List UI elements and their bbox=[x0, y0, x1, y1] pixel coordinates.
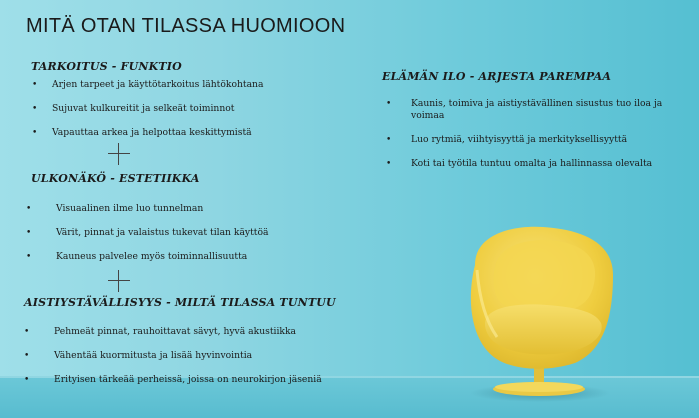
plus-divider-icon bbox=[108, 143, 130, 165]
list-item bbox=[24, 350, 354, 362]
section-heading-joy: ELÄMÄN ILO - ARJESTA PAREMPAA bbox=[382, 70, 612, 83]
bullet: • bbox=[386, 135, 392, 145]
chair-inner-back bbox=[493, 240, 595, 313]
section-heading-aesthetics: ULKONÄKÖ - ESTETIIKKA bbox=[31, 172, 200, 185]
bullet: • bbox=[386, 99, 392, 109]
sensory-list bbox=[24, 326, 354, 386]
list-item-text: Sujuvat kulkureitit ja selkeät toiminnot bbox=[52, 103, 235, 114]
bullet: • bbox=[26, 204, 32, 214]
list-item-text: Pehmeät pinnat, rauhoittavat sävyt, hyvä akustiikka bbox=[54, 326, 297, 337]
bullet: • bbox=[24, 351, 30, 361]
list-item bbox=[32, 127, 352, 139]
joy-list bbox=[386, 98, 686, 170]
list-item-text: Vähentää kuormitusta ja lisää hyvinvointia bbox=[54, 350, 253, 361]
list-item-text: Visuaalinen ilme luo tunnelman bbox=[56, 203, 204, 214]
list-item bbox=[26, 251, 346, 263]
bullet: • bbox=[24, 327, 30, 337]
section-heading-function: TARKOITUS - FUNKTIO bbox=[31, 60, 182, 73]
plus-divider-icon bbox=[108, 270, 130, 292]
list-item-text: Kaunis, toimiva ja aistiystävällinen sisustus tuo iloa ja voimaa bbox=[411, 98, 663, 121]
chair-base-top bbox=[495, 382, 583, 392]
list-item-text: Erityisen tärkeää perheissä, joissa on neurokirjon jäseniä bbox=[54, 374, 322, 385]
bullet: • bbox=[386, 159, 392, 169]
list-item bbox=[24, 326, 354, 338]
bullet: • bbox=[32, 128, 38, 138]
list-item bbox=[32, 103, 352, 115]
list-item bbox=[26, 227, 346, 239]
armchair-illustration bbox=[455, 225, 625, 405]
list-item bbox=[386, 98, 686, 122]
list-item-text: Arjen tarpeet ja käyttötarkoitus lähtökohtana bbox=[52, 79, 264, 90]
list-item-text: Värit, pinnat ja valaistus tukevat tilan käyttöä bbox=[56, 227, 269, 238]
bullet: • bbox=[32, 80, 38, 90]
list-item bbox=[386, 158, 686, 170]
bullet: • bbox=[32, 104, 38, 114]
bullet: • bbox=[26, 228, 32, 238]
aesthetics-list bbox=[26, 203, 346, 263]
list-item bbox=[26, 203, 346, 215]
list-item bbox=[24, 374, 354, 386]
list-item bbox=[32, 79, 352, 91]
bullet: • bbox=[26, 252, 32, 262]
list-item-text: Kauneus palvelee myös toiminnallisuutta bbox=[56, 251, 248, 262]
list-item-text: Luo rytmiä, viihtyisyyttä ja merkityksellisyyttä bbox=[411, 134, 628, 145]
list-item bbox=[386, 134, 686, 146]
slide-title: MITÄ OTAN TILASSA HUOMIOON bbox=[26, 15, 346, 37]
list-item-text: Koti tai työtila tuntuu omalta ja hallinnassa olevalta bbox=[411, 158, 653, 169]
list-item-text: Vapauttaa arkea ja helpottaa keskittymistä bbox=[52, 127, 252, 138]
section-heading-sensory: AISTIYSTÄVÄLLISYYS - MILTÄ TILASSA TUNTUU bbox=[24, 296, 336, 309]
bullet: • bbox=[24, 375, 30, 385]
function-list bbox=[32, 79, 352, 139]
